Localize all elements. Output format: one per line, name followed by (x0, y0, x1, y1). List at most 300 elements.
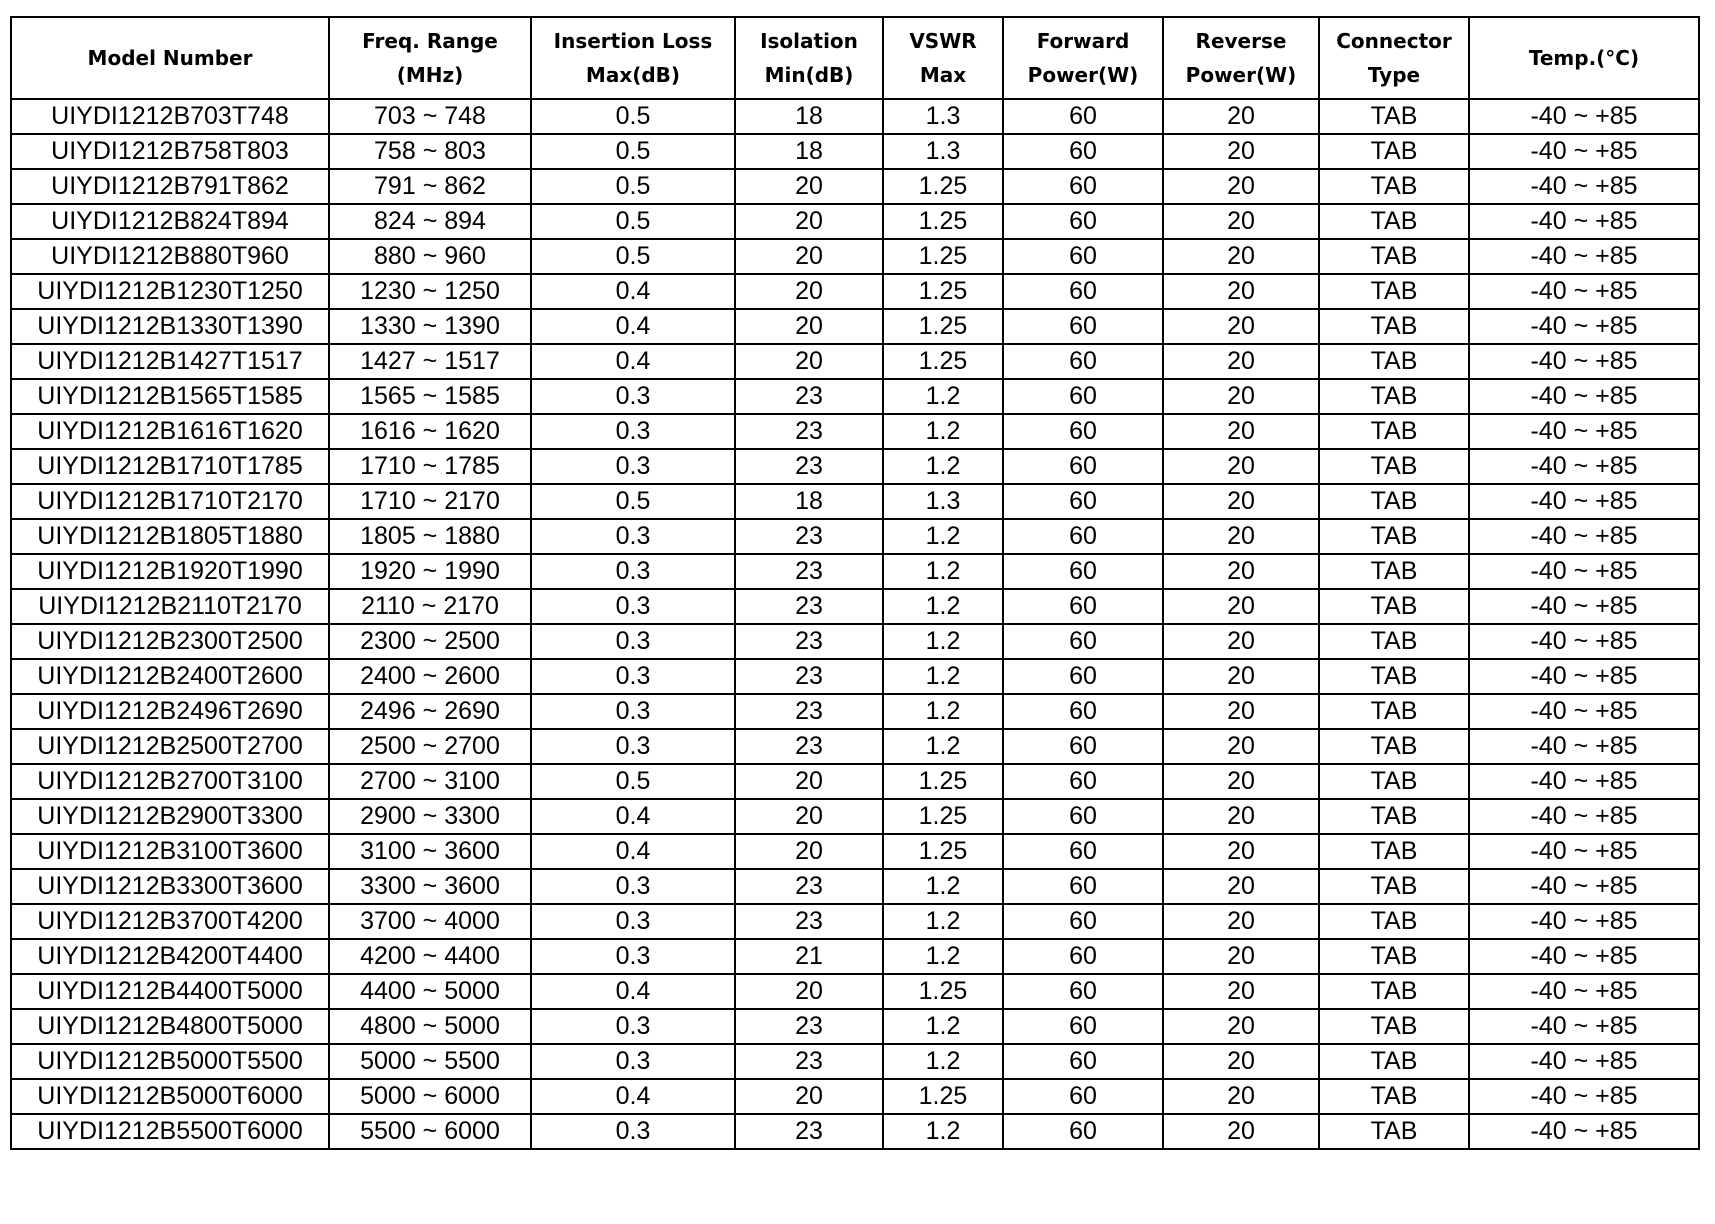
cell-connector-type: TAB (1319, 449, 1469, 484)
cell-freq-range: 5000 ~ 5500 (329, 1044, 531, 1079)
cell-connector-type: TAB (1319, 484, 1469, 519)
table-row (11, 904, 1699, 939)
cell-reverse-power: 20 (1163, 659, 1319, 694)
cell-model-number: UIYDI1212B2700T3100 (11, 764, 329, 799)
header-vswr: VSWR Max (883, 17, 1003, 99)
cell-forward-power: 60 (1003, 694, 1163, 729)
header-connector-type: Connector Type (1319, 17, 1469, 99)
table-row (11, 449, 1699, 484)
cell-insertion-loss: 0.3 (531, 624, 735, 659)
cell-connector-type: TAB (1319, 659, 1469, 694)
table-row (11, 274, 1699, 309)
cell-vswr: 1.25 (883, 799, 1003, 834)
cell-vswr: 1.3 (883, 484, 1003, 519)
cell-temp: -40 ~ +85 (1469, 694, 1699, 729)
cell-isolation: 23 (735, 379, 883, 414)
cell-model-number: UIYDI1212B2400T2600 (11, 659, 329, 694)
cell-isolation: 23 (735, 449, 883, 484)
cell-insertion-loss: 0.3 (531, 519, 735, 554)
cell-freq-range: 2500 ~ 2700 (329, 729, 531, 764)
cell-forward-power: 60 (1003, 974, 1163, 1009)
cell-model-number: UIYDI1212B3700T4200 (11, 904, 329, 939)
cell-freq-range: 2700 ~ 3100 (329, 764, 531, 799)
cell-vswr: 1.25 (883, 309, 1003, 344)
cell-vswr: 1.2 (883, 659, 1003, 694)
cell-forward-power: 60 (1003, 589, 1163, 624)
cell-reverse-power: 20 (1163, 204, 1319, 239)
cell-connector-type: TAB (1319, 239, 1469, 274)
table-row (11, 869, 1699, 904)
cell-forward-power: 60 (1003, 764, 1163, 799)
table-row (11, 519, 1699, 554)
cell-vswr: 1.3 (883, 134, 1003, 169)
cell-reverse-power: 20 (1163, 834, 1319, 869)
cell-model-number: UIYDI1212B2496T2690 (11, 694, 329, 729)
table-row (11, 239, 1699, 274)
cell-model-number: UIYDI1212B2900T3300 (11, 799, 329, 834)
cell-model-number: UIYDI1212B1427T1517 (11, 344, 329, 379)
table-row (11, 939, 1699, 974)
cell-vswr: 1.25 (883, 239, 1003, 274)
cell-forward-power: 60 (1003, 1079, 1163, 1114)
cell-reverse-power: 20 (1163, 904, 1319, 939)
cell-reverse-power: 20 (1163, 1044, 1319, 1079)
cell-isolation: 23 (735, 904, 883, 939)
cell-model-number: UIYDI1212B3100T3600 (11, 834, 329, 869)
cell-isolation: 18 (735, 484, 883, 519)
table-row (11, 764, 1699, 799)
cell-freq-range: 1230 ~ 1250 (329, 274, 531, 309)
cell-temp: -40 ~ +85 (1469, 834, 1699, 869)
cell-connector-type: TAB (1319, 204, 1469, 239)
table-row (11, 344, 1699, 379)
cell-connector-type: TAB (1319, 379, 1469, 414)
cell-temp: -40 ~ +85 (1469, 1114, 1699, 1149)
cell-reverse-power: 20 (1163, 1009, 1319, 1044)
cell-reverse-power: 20 (1163, 99, 1319, 134)
table-row (11, 729, 1699, 764)
cell-isolation: 18 (735, 99, 883, 134)
cell-isolation: 23 (735, 729, 883, 764)
cell-reverse-power: 20 (1163, 519, 1319, 554)
cell-connector-type: TAB (1319, 309, 1469, 344)
cell-isolation: 23 (735, 659, 883, 694)
cell-model-number: UIYDI1212B1710T1785 (11, 449, 329, 484)
cell-model-number: UIYDI1212B791T862 (11, 169, 329, 204)
cell-forward-power: 60 (1003, 274, 1163, 309)
cell-freq-range: 1805 ~ 1880 (329, 519, 531, 554)
cell-connector-type: TAB (1319, 554, 1469, 589)
cell-forward-power: 60 (1003, 379, 1163, 414)
cell-insertion-loss: 0.3 (531, 1114, 735, 1149)
cell-model-number: UIYDI1212B5500T6000 (11, 1114, 329, 1149)
cell-temp: -40 ~ +85 (1469, 1079, 1699, 1114)
cell-insertion-loss: 0.3 (531, 869, 735, 904)
cell-model-number: UIYDI1212B1565T1585 (11, 379, 329, 414)
cell-model-number: UIYDI1212B4200T4400 (11, 939, 329, 974)
cell-insertion-loss: 0.3 (531, 659, 735, 694)
cell-vswr: 1.25 (883, 169, 1003, 204)
cell-model-number: UIYDI1212B4400T5000 (11, 974, 329, 1009)
table-row (11, 1009, 1699, 1044)
spec-table-container (10, 16, 1700, 1150)
cell-temp: -40 ~ +85 (1469, 1009, 1699, 1044)
cell-insertion-loss: 0.4 (531, 344, 735, 379)
cell-freq-range: 3700 ~ 4000 (329, 904, 531, 939)
cell-model-number: UIYDI1212B5000T5500 (11, 1044, 329, 1079)
cell-isolation: 20 (735, 834, 883, 869)
cell-reverse-power: 20 (1163, 344, 1319, 379)
cell-connector-type: TAB (1319, 1114, 1469, 1149)
cell-vswr: 1.2 (883, 1044, 1003, 1079)
cell-freq-range: 880 ~ 960 (329, 239, 531, 274)
cell-connector-type: TAB (1319, 834, 1469, 869)
table-row (11, 974, 1699, 1009)
cell-freq-range: 703 ~ 748 (329, 99, 531, 134)
cell-reverse-power: 20 (1163, 869, 1319, 904)
cell-connector-type: TAB (1319, 799, 1469, 834)
cell-reverse-power: 20 (1163, 729, 1319, 764)
cell-insertion-loss: 0.5 (531, 204, 735, 239)
cell-vswr: 1.2 (883, 379, 1003, 414)
cell-connector-type: TAB (1319, 344, 1469, 379)
cell-connector-type: TAB (1319, 589, 1469, 624)
cell-model-number: UIYDI1212B1920T1990 (11, 554, 329, 589)
cell-insertion-loss: 0.5 (531, 169, 735, 204)
cell-connector-type: TAB (1319, 169, 1469, 204)
cell-forward-power: 60 (1003, 309, 1163, 344)
cell-insertion-loss: 0.3 (531, 449, 735, 484)
cell-reverse-power: 20 (1163, 764, 1319, 799)
cell-isolation: 21 (735, 939, 883, 974)
cell-reverse-power: 20 (1163, 694, 1319, 729)
cell-isolation: 20 (735, 274, 883, 309)
cell-temp: -40 ~ +85 (1469, 344, 1699, 379)
cell-insertion-loss: 0.4 (531, 799, 735, 834)
header-freq-range: Freq. Range (MHz) (329, 17, 531, 99)
cell-reverse-power: 20 (1163, 274, 1319, 309)
cell-isolation: 20 (735, 204, 883, 239)
cell-vswr: 1.25 (883, 204, 1003, 239)
cell-forward-power: 60 (1003, 799, 1163, 834)
cell-temp: -40 ~ +85 (1469, 939, 1699, 974)
cell-insertion-loss: 0.4 (531, 309, 735, 344)
table-body (11, 99, 1699, 1149)
cell-freq-range: 2900 ~ 3300 (329, 799, 531, 834)
cell-vswr: 1.25 (883, 974, 1003, 1009)
cell-connector-type: TAB (1319, 274, 1469, 309)
cell-freq-range: 2110 ~ 2170 (329, 589, 531, 624)
cell-temp: -40 ~ +85 (1469, 1044, 1699, 1079)
cell-temp: -40 ~ +85 (1469, 414, 1699, 449)
cell-model-number: UIYDI1212B1805T1880 (11, 519, 329, 554)
cell-reverse-power: 20 (1163, 554, 1319, 589)
cell-insertion-loss: 0.3 (531, 729, 735, 764)
header-isolation: Isolation Min(dB) (735, 17, 883, 99)
cell-forward-power: 60 (1003, 169, 1163, 204)
cell-reverse-power: 20 (1163, 1079, 1319, 1114)
cell-isolation: 23 (735, 414, 883, 449)
cell-forward-power: 60 (1003, 484, 1163, 519)
cell-reverse-power: 20 (1163, 239, 1319, 274)
cell-insertion-loss: 0.4 (531, 974, 735, 1009)
table-row (11, 589, 1699, 624)
cell-vswr: 1.2 (883, 1009, 1003, 1044)
cell-temp: -40 ~ +85 (1469, 484, 1699, 519)
cell-insertion-loss: 0.5 (531, 134, 735, 169)
cell-freq-range: 758 ~ 803 (329, 134, 531, 169)
cell-reverse-power: 20 (1163, 134, 1319, 169)
cell-model-number: UIYDI1212B2500T2700 (11, 729, 329, 764)
cell-connector-type: TAB (1319, 1009, 1469, 1044)
cell-freq-range: 1710 ~ 2170 (329, 484, 531, 519)
cell-vswr: 1.2 (883, 624, 1003, 659)
cell-forward-power: 60 (1003, 869, 1163, 904)
cell-temp: -40 ~ +85 (1469, 239, 1699, 274)
cell-insertion-loss: 0.3 (531, 554, 735, 589)
cell-temp: -40 ~ +85 (1469, 624, 1699, 659)
cell-forward-power: 60 (1003, 344, 1163, 379)
cell-connector-type: TAB (1319, 519, 1469, 554)
cell-isolation: 23 (735, 554, 883, 589)
cell-isolation: 20 (735, 974, 883, 1009)
cell-isolation: 20 (735, 799, 883, 834)
cell-isolation: 23 (735, 1009, 883, 1044)
cell-freq-range: 1710 ~ 1785 (329, 449, 531, 484)
cell-freq-range: 791 ~ 862 (329, 169, 531, 204)
table-row (11, 1114, 1699, 1149)
cell-connector-type: TAB (1319, 764, 1469, 799)
cell-model-number: UIYDI1212B3300T3600 (11, 869, 329, 904)
table-row (11, 659, 1699, 694)
cell-insertion-loss: 0.5 (531, 484, 735, 519)
table-row (11, 694, 1699, 729)
cell-isolation: 23 (735, 1044, 883, 1079)
table-row (11, 799, 1699, 834)
cell-forward-power: 60 (1003, 939, 1163, 974)
cell-temp: -40 ~ +85 (1469, 764, 1699, 799)
cell-freq-range: 1330 ~ 1390 (329, 309, 531, 344)
cell-model-number: UIYDI1212B758T803 (11, 134, 329, 169)
cell-model-number: UIYDI1212B880T960 (11, 239, 329, 274)
cell-insertion-loss: 0.4 (531, 274, 735, 309)
cell-vswr: 1.2 (883, 554, 1003, 589)
cell-model-number: UIYDI1212B1330T1390 (11, 309, 329, 344)
cell-model-number: UIYDI1212B1230T1250 (11, 274, 329, 309)
cell-forward-power: 60 (1003, 414, 1163, 449)
cell-freq-range: 824 ~ 894 (329, 204, 531, 239)
cell-model-number: UIYDI1212B1710T2170 (11, 484, 329, 519)
cell-isolation: 20 (735, 1079, 883, 1114)
cell-connector-type: TAB (1319, 1079, 1469, 1114)
cell-forward-power: 60 (1003, 134, 1163, 169)
cell-connector-type: TAB (1319, 99, 1469, 134)
cell-connector-type: TAB (1319, 904, 1469, 939)
cell-insertion-loss: 0.3 (531, 379, 735, 414)
cell-isolation: 20 (735, 764, 883, 799)
table-row (11, 99, 1699, 134)
cell-temp: -40 ~ +85 (1469, 869, 1699, 904)
cell-vswr: 1.2 (883, 589, 1003, 624)
cell-vswr: 1.25 (883, 1079, 1003, 1114)
table-row (11, 134, 1699, 169)
cell-temp: -40 ~ +85 (1469, 274, 1699, 309)
cell-freq-range: 1427 ~ 1517 (329, 344, 531, 379)
cell-forward-power: 60 (1003, 99, 1163, 134)
cell-isolation: 20 (735, 344, 883, 379)
cell-reverse-power: 20 (1163, 1114, 1319, 1149)
cell-reverse-power: 20 (1163, 414, 1319, 449)
cell-model-number: UIYDI1212B5000T6000 (11, 1079, 329, 1114)
cell-isolation: 18 (735, 134, 883, 169)
cell-forward-power: 60 (1003, 204, 1163, 239)
cell-freq-range: 4400 ~ 5000 (329, 974, 531, 1009)
cell-temp: -40 ~ +85 (1469, 134, 1699, 169)
cell-temp: -40 ~ +85 (1469, 309, 1699, 344)
cell-insertion-loss: 0.5 (531, 99, 735, 134)
cell-vswr: 1.25 (883, 764, 1003, 799)
cell-insertion-loss: 0.4 (531, 834, 735, 869)
cell-temp: -40 ~ +85 (1469, 204, 1699, 239)
table-row (11, 414, 1699, 449)
cell-forward-power: 60 (1003, 659, 1163, 694)
cell-connector-type: TAB (1319, 694, 1469, 729)
cell-forward-power: 60 (1003, 239, 1163, 274)
table-row (11, 484, 1699, 519)
cell-freq-range: 1565 ~ 1585 (329, 379, 531, 414)
header-insertion-loss: Insertion Loss Max(dB) (531, 17, 735, 99)
cell-freq-range: 5500 ~ 6000 (329, 1114, 531, 1149)
cell-vswr: 1.2 (883, 729, 1003, 764)
cell-forward-power: 60 (1003, 1044, 1163, 1079)
cell-insertion-loss: 0.5 (531, 239, 735, 274)
cell-vswr: 1.2 (883, 869, 1003, 904)
cell-temp: -40 ~ +85 (1469, 729, 1699, 764)
cell-insertion-loss: 0.3 (531, 589, 735, 624)
cell-freq-range: 2400 ~ 2600 (329, 659, 531, 694)
cell-isolation: 20 (735, 309, 883, 344)
cell-insertion-loss: 0.5 (531, 764, 735, 799)
cell-connector-type: TAB (1319, 1044, 1469, 1079)
table-header (11, 17, 1699, 99)
cell-vswr: 1.25 (883, 834, 1003, 869)
header-model-number: Model Number (11, 17, 329, 99)
table-row (11, 554, 1699, 589)
cell-forward-power: 60 (1003, 1114, 1163, 1149)
cell-isolation: 23 (735, 519, 883, 554)
cell-temp: -40 ~ +85 (1469, 449, 1699, 484)
cell-vswr: 1.2 (883, 414, 1003, 449)
cell-vswr: 1.2 (883, 694, 1003, 729)
table-row (11, 834, 1699, 869)
cell-freq-range: 1616 ~ 1620 (329, 414, 531, 449)
cell-temp: -40 ~ +85 (1469, 904, 1699, 939)
cell-forward-power: 60 (1003, 904, 1163, 939)
cell-freq-range: 3100 ~ 3600 (329, 834, 531, 869)
cell-reverse-power: 20 (1163, 974, 1319, 1009)
cell-vswr: 1.2 (883, 449, 1003, 484)
cell-reverse-power: 20 (1163, 799, 1319, 834)
cell-connector-type: TAB (1319, 414, 1469, 449)
cell-reverse-power: 20 (1163, 379, 1319, 414)
cell-connector-type: TAB (1319, 729, 1469, 764)
header-reverse-power: Reverse Power(W) (1163, 17, 1319, 99)
cell-isolation: 23 (735, 589, 883, 624)
cell-model-number: UIYDI1212B2110T2170 (11, 589, 329, 624)
cell-insertion-loss: 0.3 (531, 904, 735, 939)
cell-reverse-power: 20 (1163, 309, 1319, 344)
cell-model-number: UIYDI1212B2300T2500 (11, 624, 329, 659)
cell-insertion-loss: 0.3 (531, 1009, 735, 1044)
cell-isolation: 23 (735, 694, 883, 729)
cell-temp: -40 ~ +85 (1469, 379, 1699, 414)
cell-temp: -40 ~ +85 (1469, 799, 1699, 834)
cell-reverse-power: 20 (1163, 624, 1319, 659)
cell-forward-power: 60 (1003, 449, 1163, 484)
cell-temp: -40 ~ +85 (1469, 554, 1699, 589)
cell-vswr: 1.2 (883, 1114, 1003, 1149)
cell-vswr: 1.25 (883, 344, 1003, 379)
cell-temp: -40 ~ +85 (1469, 659, 1699, 694)
cell-temp: -40 ~ +85 (1469, 974, 1699, 1009)
cell-temp: -40 ~ +85 (1469, 169, 1699, 204)
header-row (11, 17, 1699, 99)
cell-connector-type: TAB (1319, 974, 1469, 1009)
header-forward-power: Forward Power(W) (1003, 17, 1163, 99)
cell-freq-range: 4800 ~ 5000 (329, 1009, 531, 1044)
cell-temp: -40 ~ +85 (1469, 519, 1699, 554)
cell-connector-type: TAB (1319, 869, 1469, 904)
cell-model-number: UIYDI1212B4800T5000 (11, 1009, 329, 1044)
table-row (11, 379, 1699, 414)
cell-model-number: UIYDI1212B1616T1620 (11, 414, 329, 449)
table-row (11, 624, 1699, 659)
cell-insertion-loss: 0.3 (531, 414, 735, 449)
cell-connector-type: TAB (1319, 939, 1469, 974)
cell-isolation: 23 (735, 624, 883, 659)
cell-forward-power: 60 (1003, 729, 1163, 764)
spec-table (10, 16, 1700, 1150)
cell-forward-power: 60 (1003, 834, 1163, 869)
cell-isolation: 23 (735, 869, 883, 904)
cell-reverse-power: 20 (1163, 939, 1319, 974)
cell-forward-power: 60 (1003, 519, 1163, 554)
cell-forward-power: 60 (1003, 624, 1163, 659)
cell-temp: -40 ~ +85 (1469, 99, 1699, 134)
cell-isolation: 20 (735, 169, 883, 204)
cell-reverse-power: 20 (1163, 589, 1319, 624)
cell-freq-range: 5000 ~ 6000 (329, 1079, 531, 1114)
cell-forward-power: 60 (1003, 1009, 1163, 1044)
cell-freq-range: 3300 ~ 3600 (329, 869, 531, 904)
cell-freq-range: 2496 ~ 2690 (329, 694, 531, 729)
table-row (11, 1044, 1699, 1079)
cell-freq-range: 1920 ~ 1990 (329, 554, 531, 589)
cell-insertion-loss: 0.3 (531, 1044, 735, 1079)
cell-model-number: UIYDI1212B703T748 (11, 99, 329, 134)
cell-vswr: 1.25 (883, 274, 1003, 309)
cell-connector-type: TAB (1319, 624, 1469, 659)
cell-isolation: 20 (735, 239, 883, 274)
cell-reverse-power: 20 (1163, 169, 1319, 204)
cell-freq-range: 4200 ~ 4400 (329, 939, 531, 974)
header-temp: Temp.(°C) (1469, 17, 1699, 99)
cell-freq-range: 2300 ~ 2500 (329, 624, 531, 659)
cell-insertion-loss: 0.3 (531, 694, 735, 729)
cell-model-number: UIYDI1212B824T894 (11, 204, 329, 239)
table-row (11, 1079, 1699, 1114)
cell-temp: -40 ~ +85 (1469, 589, 1699, 624)
